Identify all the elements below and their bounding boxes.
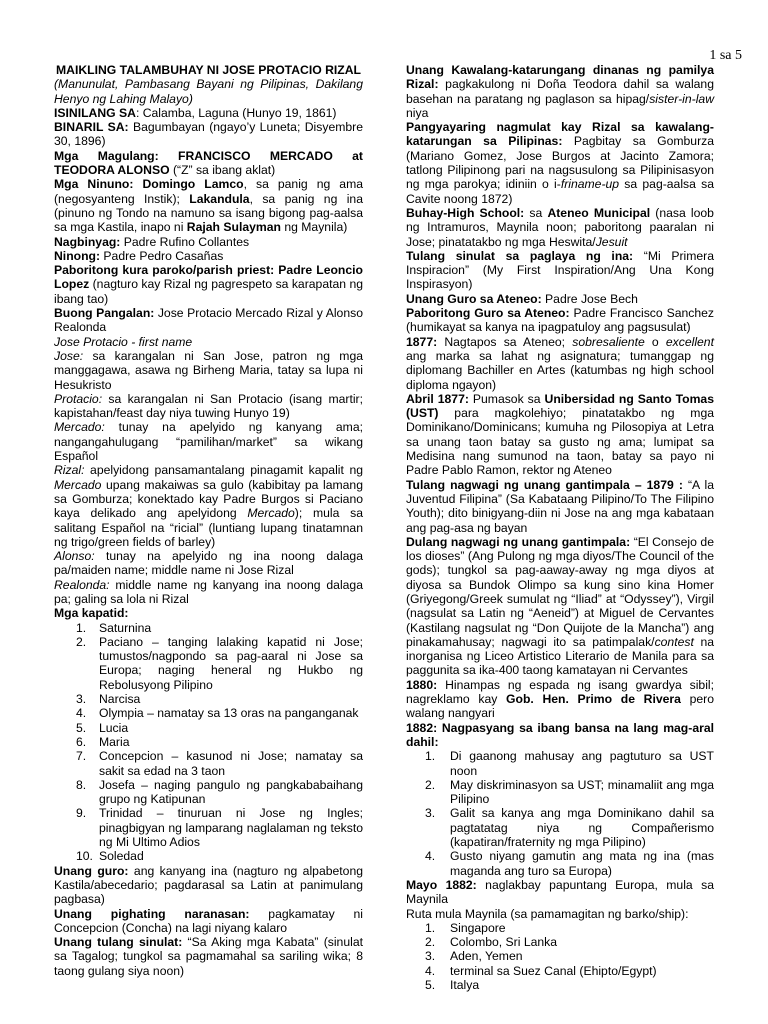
first-grief-entry: Unang pighating naranasan: pagkamatay ni Concepcion (Concha) na lagi niyang kalaro: [54, 906, 364, 935]
mother-poem-entry: Tulang sinulat sa paglaya ng ina: “Mi Primera Inspiracion” (My First Inspiration/Ang Una Kong Inspirasyon): [406, 248, 715, 292]
year-1882-heading: 1882: Nagpasyang sa ibang bansa na lang mag-aral dahil:: [406, 720, 714, 749]
first-teacher-entry: Unang guro: ang kanyang ina (nagturo ng alpabetong Kastila/abecedario; pagdarasal sa Latin at panimulang pagbasa): [54, 863, 364, 907]
route-heading: Ruta mula Maynila (sa pamamagitan ng barko/ship):: [406, 906, 689, 921]
high-school-entry: Buhay-High School: sa Ateneo Municipal (nasa loob ng Intramuros, Maynila noon; paboritong paaralan ni Jose; pinatatakbo ng mga Heswita/Jesuit: [406, 205, 714, 249]
name-realonda-entry: Realonda: middle name ng kanyang ina noong dalaga pa; galing sa lola ni Rizal: [54, 577, 363, 606]
list-item: 7. Concepcion – kasunod ni Jose; namatay sa sakit sa edad na 3 taon: [76, 749, 363, 778]
awakening-entry: Pangyayaring nagmulat kay Rizal sa kawalang-katarungan sa Pilipinas: Pagbitay sa Gomburza (Mariano Gomez, Jose Burgos at Jacinto Zamora; tatlong Pilipinong pari na nagsusulong sa Pilipinisasyon ng mga parokya; idiniin o i-friname-up sa pag-aalsa sa Cavite noong 1872): [406, 120, 714, 206]
list-item: 3. Galit sa kanya ang mga Dominikano dahil sa pagtatatag niya ng Compañerismo (kapatiran/fraternity ng mga Pilipino): [425, 806, 714, 850]
list-item: 5. Italya: [425, 978, 480, 992]
right-column: [406, 63, 714, 992]
list-item: 1. Saturnina: [76, 620, 152, 635]
winning-play-entry: Dulang nagwagi ng unang gantimpala: “El Consejo de los dioses” (Ang Pulong ng mga diyos/The Council of the gods); tungkol sa pag-aaway-away ng mga diyos at diyosa sa Bundok Olimpo sa kung sino kina Homer (Griyegong/Greek sumulat ng “Iliad” at “Odyssey”), Virgil (nagsulat sa Latin ng “Aeneid”) at Miguel de Cervantes (Kastilang nagsulat ng “Don Quijote de la Mancha”) ang pinakamahusay; nagwagi ito sa patimpalak/contest na inorganisa ng Liceo Artistico Literario de Manila para sa paggunita sa ika-400 taong kamatayan ni Cervantes: [406, 534, 714, 678]
winning-poem-entry: Tulang nagwagi ng unang gantimpala – 1879 : “A la Juventud Filipina” (Sa Kabataang Pilipino/To The Filipino Youth); dito binigyang-diin ni Jose na ang mga kabataan ang pag-asa ng bayan: [406, 477, 714, 535]
first-poem-entry: Unang tulang sinulat: “Sa Aking mga Kabata” (sinulat sa Tagalog; tungkol sa pagmamahal sa sariling wika; 8 taong gulang siya noon): [54, 935, 363, 978]
document-title: MAIKLING TALAMBUHAY NI JOSE PROTACIO RIZAL: [56, 63, 361, 77]
first-name-note: Jose Protacio - first name: [54, 334, 193, 349]
list-item: 5. Lucia: [76, 720, 129, 735]
name-jose-entry: Jose: sa karangalan ni San Jose, patron ng mga manggagawa, asawa ng Birheng Maria, tatay sa lupa ni Hesukristo: [54, 348, 363, 392]
favorite-teacher-entry: Paboritong Guro sa Ateneo: Padre Francisco Sanchez (humikayat sa kanya na ipagpatuloy ang pagsusulat): [406, 306, 714, 335]
year-1880-entry: 1880: Hinampas ng espada ng isang gwardya sibil; nagreklamo kay Gob. Hen. Primo de Rivera pero walang nangyari: [406, 677, 714, 721]
parents-entry: Mga Magulang: FRANCISCO MERCADO at TEODORA ALONSO (“Z” sa ibang aklat): [54, 148, 363, 178]
document-subtitle: (Manunulat, Pambasang Bayani ng Pilipinas, Dakilang Henyo ng Lahing Malayo): [54, 77, 363, 106]
birthplace-entry: ISINILANG SA: Calamba, Laguna (Hunyo 19, 1861): [54, 105, 337, 120]
ateneo-teacher-entry: Unang Guro sa Ateneo: Padre Jose Bech: [406, 291, 638, 306]
list-item: 2. May diskriminasyon sa UST; minamaliit ang mga Pilipino: [425, 777, 714, 807]
name-rizal-entry: Rizal: apelyidong pansamantalang pinagamit kapalit ng Mercado upang makaiwas sa gulo (kabibitay pa lamang sa Gomburza; konektado kay Padre Burgos si Paciano kaya delikado ang apelyidong Mercado); mula sa salitang Español na “ricial” (luntiang lupang tinatamnan ng trigo/green fields of barley): [54, 463, 363, 549]
parish-priest-entry: Paboritong kura paroko/parish priest: Padre Leoncio Lopez (nagturo kay Rizal ng pagrespeto sa karapatan ng ibang tao): [54, 263, 363, 306]
name-alonso-entry: Alonso: tunay na apelyido ng ina noong dalaga pa/maiden name; middle name ni Jose Rizal: [54, 549, 363, 578]
siblings-list: [54, 621, 363, 864]
list-item: 3. Narcisa: [76, 692, 141, 707]
injustice-entry: Unang Kawalang-katarungang dinanas ng pamilya Rizal: pagkakulong ni Doña Teodora dahil sa walang basehan na paratang ng paglason sa hipag/sister-in-law niya: [406, 63, 714, 120]
name-mercado-entry: Mercado: tunay na apelyido ng kanyang ama; nangangahulugang “pamilihan/market” sa wikang Español: [54, 420, 363, 464]
list-item: 2. Colombo, Sri Lanka: [425, 935, 558, 950]
list-item: 1. Singapore: [425, 920, 506, 935]
godfather-entry: Ninong: Padre Pedro Casañas: [54, 248, 224, 263]
execution-entry: BINARIL SA: Bagumbayan (ngayo’y Luneta; Disyembre 30, 1896): [54, 120, 363, 149]
list-item: 10. Soledad: [76, 849, 144, 864]
list-item: 9. Trinidad – tinuruan ni Jose ng Ingles; pinagbigyan ng lamparang naglalaman ng teksto ng Mi Ultimo Adios: [76, 806, 363, 850]
list-item: 6. Maria: [76, 734, 130, 749]
siblings-heading: Mga kapatid:: [54, 606, 129, 621]
list-item: 4. terminal sa Suez Canal (Ehipto/Egypt): [425, 963, 657, 978]
reasons-list: [406, 749, 714, 878]
baptizer-entry: Nagbinyag: Padre Rufino Collantes: [54, 234, 250, 249]
list-item: 1. Di gaanong mahusay ang pagtuturo sa UST noon: [425, 749, 714, 778]
ancestors-entry: Mga Ninuno: Domingo Lamco, sa panig ng ama (negosyanteng Instik); Lakandula, sa panig ng ina (pinuno ng Tondo na namuno sa isang bigong pag-aalsa sa mga Kastila, inapo ni Rajah Sulayman ng Maynila): [54, 177, 363, 235]
year-1877-entry: 1877: Nagtapos sa Ateneo; sobresaliente o excellent ang marka sa lahat ng asignatura; tumanggap ng diplomang Bachiller en Artes (katumbas ng high school diploma ngayon): [406, 334, 714, 392]
page-number: 1 sa 5: [709, 48, 742, 63]
full-name-entry: Buong Pangalan: Jose Protacio Mercado Rizal y Alonso Realonda: [54, 306, 363, 335]
route-list: [406, 921, 714, 992]
april-1877-entry: Abril 1877: Pumasok sa Unibersidad ng Santo Tomas (UST) para magkolehiyo; pinatatakbo ng mga Dominikano/Dominicans; kumuha ng Pilosopiya at Letra sa unang taon batay sa gusto ng ama; lumipat sa Medisina nang sumunod na taon, batay sa payo ni Padre Pablo Ramon, rektor ng Ateneo: [406, 391, 714, 478]
list-item: 2. Paciano – tanging lalaking kapatid ni Jose; tumustos/nagpondo sa pag-aaral ni Jose sa Europa; naging heneral ng Hukbo ng Rebolusyong Pilipino: [76, 634, 363, 692]
list-item: 4. Olympia – namatay sa 13 oras na panganganak: [76, 706, 359, 721]
list-item: 3. Aden, Yemen: [425, 949, 523, 964]
name-protacio-entry: Protacio: sa karangalan ni San Protacio (isang martir; kapistahan/feast day niya tuwing Hunyo 19): [54, 391, 363, 421]
list-item: 4. Gusto niyang gamutin ang mata ng ina (mas maganda ang turo sa Europa): [425, 849, 714, 878]
left-column: [54, 63, 363, 978]
list-item: 8. Josefa – naging pangulo ng pangkababaihang grupo ng Katipunan: [76, 777, 363, 807]
may-1882-entry: Mayo 1882: naglakbay papuntang Europa, mula sa Maynila: [406, 877, 714, 907]
